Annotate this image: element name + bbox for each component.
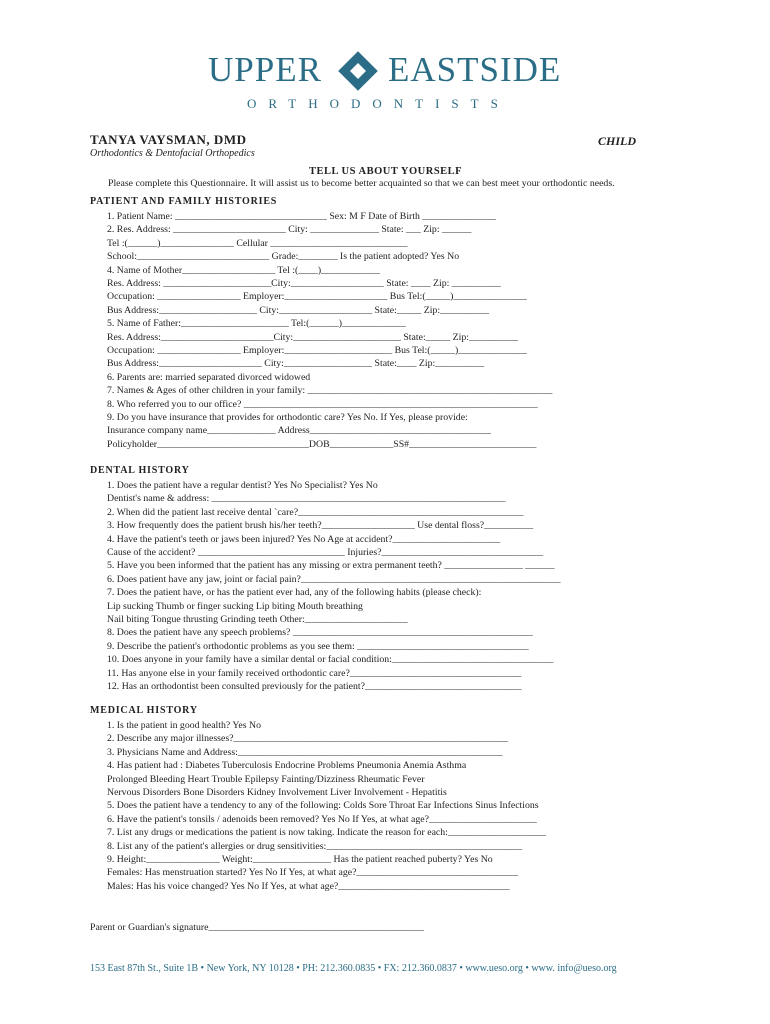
form-line[interactable]: 1. Does the patient have a regular dentist? Yes No Specialist? Yes No: [107, 480, 378, 491]
intro-text: Please complete this Questionnaire. It will assist us to become better acquainted so that we can best meet your orthodontic needs.: [108, 178, 615, 189]
form-line[interactable]: Tel :(______)_______________ Cellular ____________________________: [107, 237, 408, 249]
form-line[interactable]: Lip sucking Thumb or finger sucking Lip biting Mouth breathing: [107, 600, 363, 612]
form-line[interactable]: 2. Describe any major illnesses?________________________________________________________: [107, 733, 508, 745]
form-line[interactable]: 12. Has an orthodontist been consulted previously for the patient?________________________________: [107, 681, 522, 692]
form-type: CHILD: [598, 134, 637, 148]
form-line[interactable]: 1. Is the patient in good health? Yes No: [107, 720, 262, 731]
form-line[interactable]: 7. Names & Ages of other children in your family: __________________________________________________: [107, 385, 553, 397]
form-line[interactable]: 8. Who referred you to our office? ____________________________________________________________: [107, 398, 538, 410]
form-line[interactable]: 8. Does the patient have any speech problems? _________________________________________________: [107, 627, 533, 639]
form-line[interactable]: 4. Name of Mother___________________ Tel :(____)____________: [107, 264, 380, 276]
footer-contact: 153 East 87th St., Suite 1B • New York, NY 10128 • PH: 212.360.0835 • FX: 212.360.0837 • www.ueso.org • www. info@ueso.org: [90, 963, 617, 974]
form-line[interactable]: Res. Address:_______________________City:______________________ State:_____ Zip:__________: [107, 331, 518, 343]
form-line[interactable]: Bus Address:____________________ City:___________________ State:_____ Zip:__________: [107, 304, 490, 316]
form-line[interactable]: Prolonged Bleeding Heart Trouble Epilepsy Fainting/Dizziness Rheumatic Fever: [107, 773, 425, 785]
form-line[interactable]: 9. Describe the patient's orthodontic problems as you see them: ___________________________________: [107, 640, 529, 652]
specialty: Orthodontics & Dentofacial Orthopedics: [90, 148, 255, 159]
form-line[interactable]: 7. Does the patient have, or has the patient ever had, any of the following habits (please check):: [107, 587, 482, 599]
form-line[interactable]: Insurance company name______________ Address_____________________________________: [107, 425, 491, 437]
form-line[interactable]: Females: Has menstruation started? Yes No If Yes, at what age?_________________________________: [107, 867, 519, 879]
form-line[interactable]: 1. Patient Name: _______________________________ Sex: M F Date of Birth _______________: [107, 211, 496, 222]
form-line[interactable]: 5. Does the patient have a tendency to any of the following: Colds Sore Throat Ear Infections Sinus Infections: [107, 800, 539, 812]
logo-subtitle: ORTHODONTISTS: [247, 96, 510, 111]
form-line[interactable]: 2. When did the patient last receive dental `care?______________________________________________: [107, 506, 524, 518]
form-line[interactable]: Policyholder_______________________________DOB_____________SS#__________________________: [107, 438, 537, 450]
form-line[interactable]: 6. Have the patient's tonsils / adenoids been removed? Yes No If Yes, at what age?______________________: [107, 813, 537, 825]
form-line[interactable]: 5. Have you been informed that the patient has any missing or extra permanent teeth? ________________ ______: [107, 560, 555, 572]
form-line[interactable]: 6. Parents are: married separated divorced widowed: [107, 371, 311, 383]
logo-word-left: UPPER: [208, 50, 322, 89]
doctor-name: TANYA VAYSMAN, DMD: [90, 132, 247, 147]
logo-diamond-icon: [333, 46, 383, 96]
form-line[interactable]: 3. How frequently does the patient brush his/her teeth?___________________ Use dental floss?__________: [107, 520, 534, 532]
form-line[interactable]: Nail biting Tongue thrusting Grinding teeth Other:_____________________: [107, 614, 408, 625]
form-line[interactable]: 4. Have the patient's teeth or jaws been injured? Yes No Age at accident?______________________: [107, 533, 501, 545]
form-line[interactable]: 6. Does patient have any jaw, joint or facial pain?_____________________________________________________: [107, 573, 561, 585]
form-line[interactable]: 2. Res. Address: _______________________ City: ______________ State: ___ Zip: ______: [107, 224, 472, 236]
medical-section-heading: MEDICAL HISTORY: [90, 705, 198, 716]
form-line[interactable]: Males: Has his voice changed? Yes No If Yes, at what age?___________________________________: [107, 880, 510, 892]
form-line[interactable]: Occupation: _________________ Employer:_____________________ Bus Tel:(_____)_______________: [107, 291, 527, 303]
form-line[interactable]: Res. Address: ______________________City:___________________ State: ____ Zip: __________: [107, 278, 501, 289]
form-line[interactable]: Cause of the accident? ______________________________ Injuries?_________________________________: [107, 547, 544, 558]
form-line[interactable]: Dentist's name & address: ____________________________________________________________: [107, 493, 506, 505]
logo-word-right: EASTSIDE: [388, 50, 562, 89]
form-line[interactable]: 5. Name of Father:______________________ Tel:(______)_____________: [107, 318, 406, 330]
dental-section-heading: DENTAL HISTORY: [90, 465, 190, 476]
form-line[interactable]: School:___________________________ Grade:________ Is the patient adopted? Yes No: [107, 251, 460, 263]
form-line[interactable]: Bus Address:_____________________ City:__________________ State:____ Zip:__________: [107, 358, 485, 370]
form-line[interactable]: 10. Does anyone in your family have a similar dental or facial condition:_________________________________: [107, 654, 554, 666]
form-line[interactable]: 4. Has patient had : Diabetes Tuberculosis Endocrine Problems Pneumonia Anemia Asthma: [107, 760, 467, 772]
patient-section-heading: PATIENT AND FAMILY HISTORIES: [90, 196, 278, 207]
form-line[interactable]: 8. List any of the patient's allergies or drug sensitivities:________________________________________: [107, 840, 523, 852]
signature-line[interactable]: Parent or Guardian's signature____________________________________________: [90, 922, 425, 933]
form-line[interactable]: 11. Has anyone else in your family received orthodontic care?___________________________________: [107, 667, 522, 679]
form-line[interactable]: 9. Do you have insurance that provides for orthodontic care? Yes No. If Yes, please provide:: [107, 412, 468, 423]
form-line[interactable]: 3. Physicians Name and Address:______________________________________________________: [107, 746, 503, 758]
form-line[interactable]: Occupation: _________________ Employer:______________________ Bus Tel:(_____)______________: [107, 345, 527, 356]
form-title: TELL US ABOUT YOURSELF: [309, 166, 463, 177]
form-line[interactable]: Nervous Disorders Bone Disorders Kidney Involvement Liver Involvement - Hepatitis: [107, 787, 447, 798]
form-line[interactable]: 9. Height:_______________ Weight:________________ Has the patient reached puberty? Yes No: [107, 854, 493, 865]
form-line[interactable]: 7. List any drugs or medications the patient is now taking. Indicate the reason for each:____________________: [107, 827, 546, 839]
logo: [0, 40, 770, 120]
